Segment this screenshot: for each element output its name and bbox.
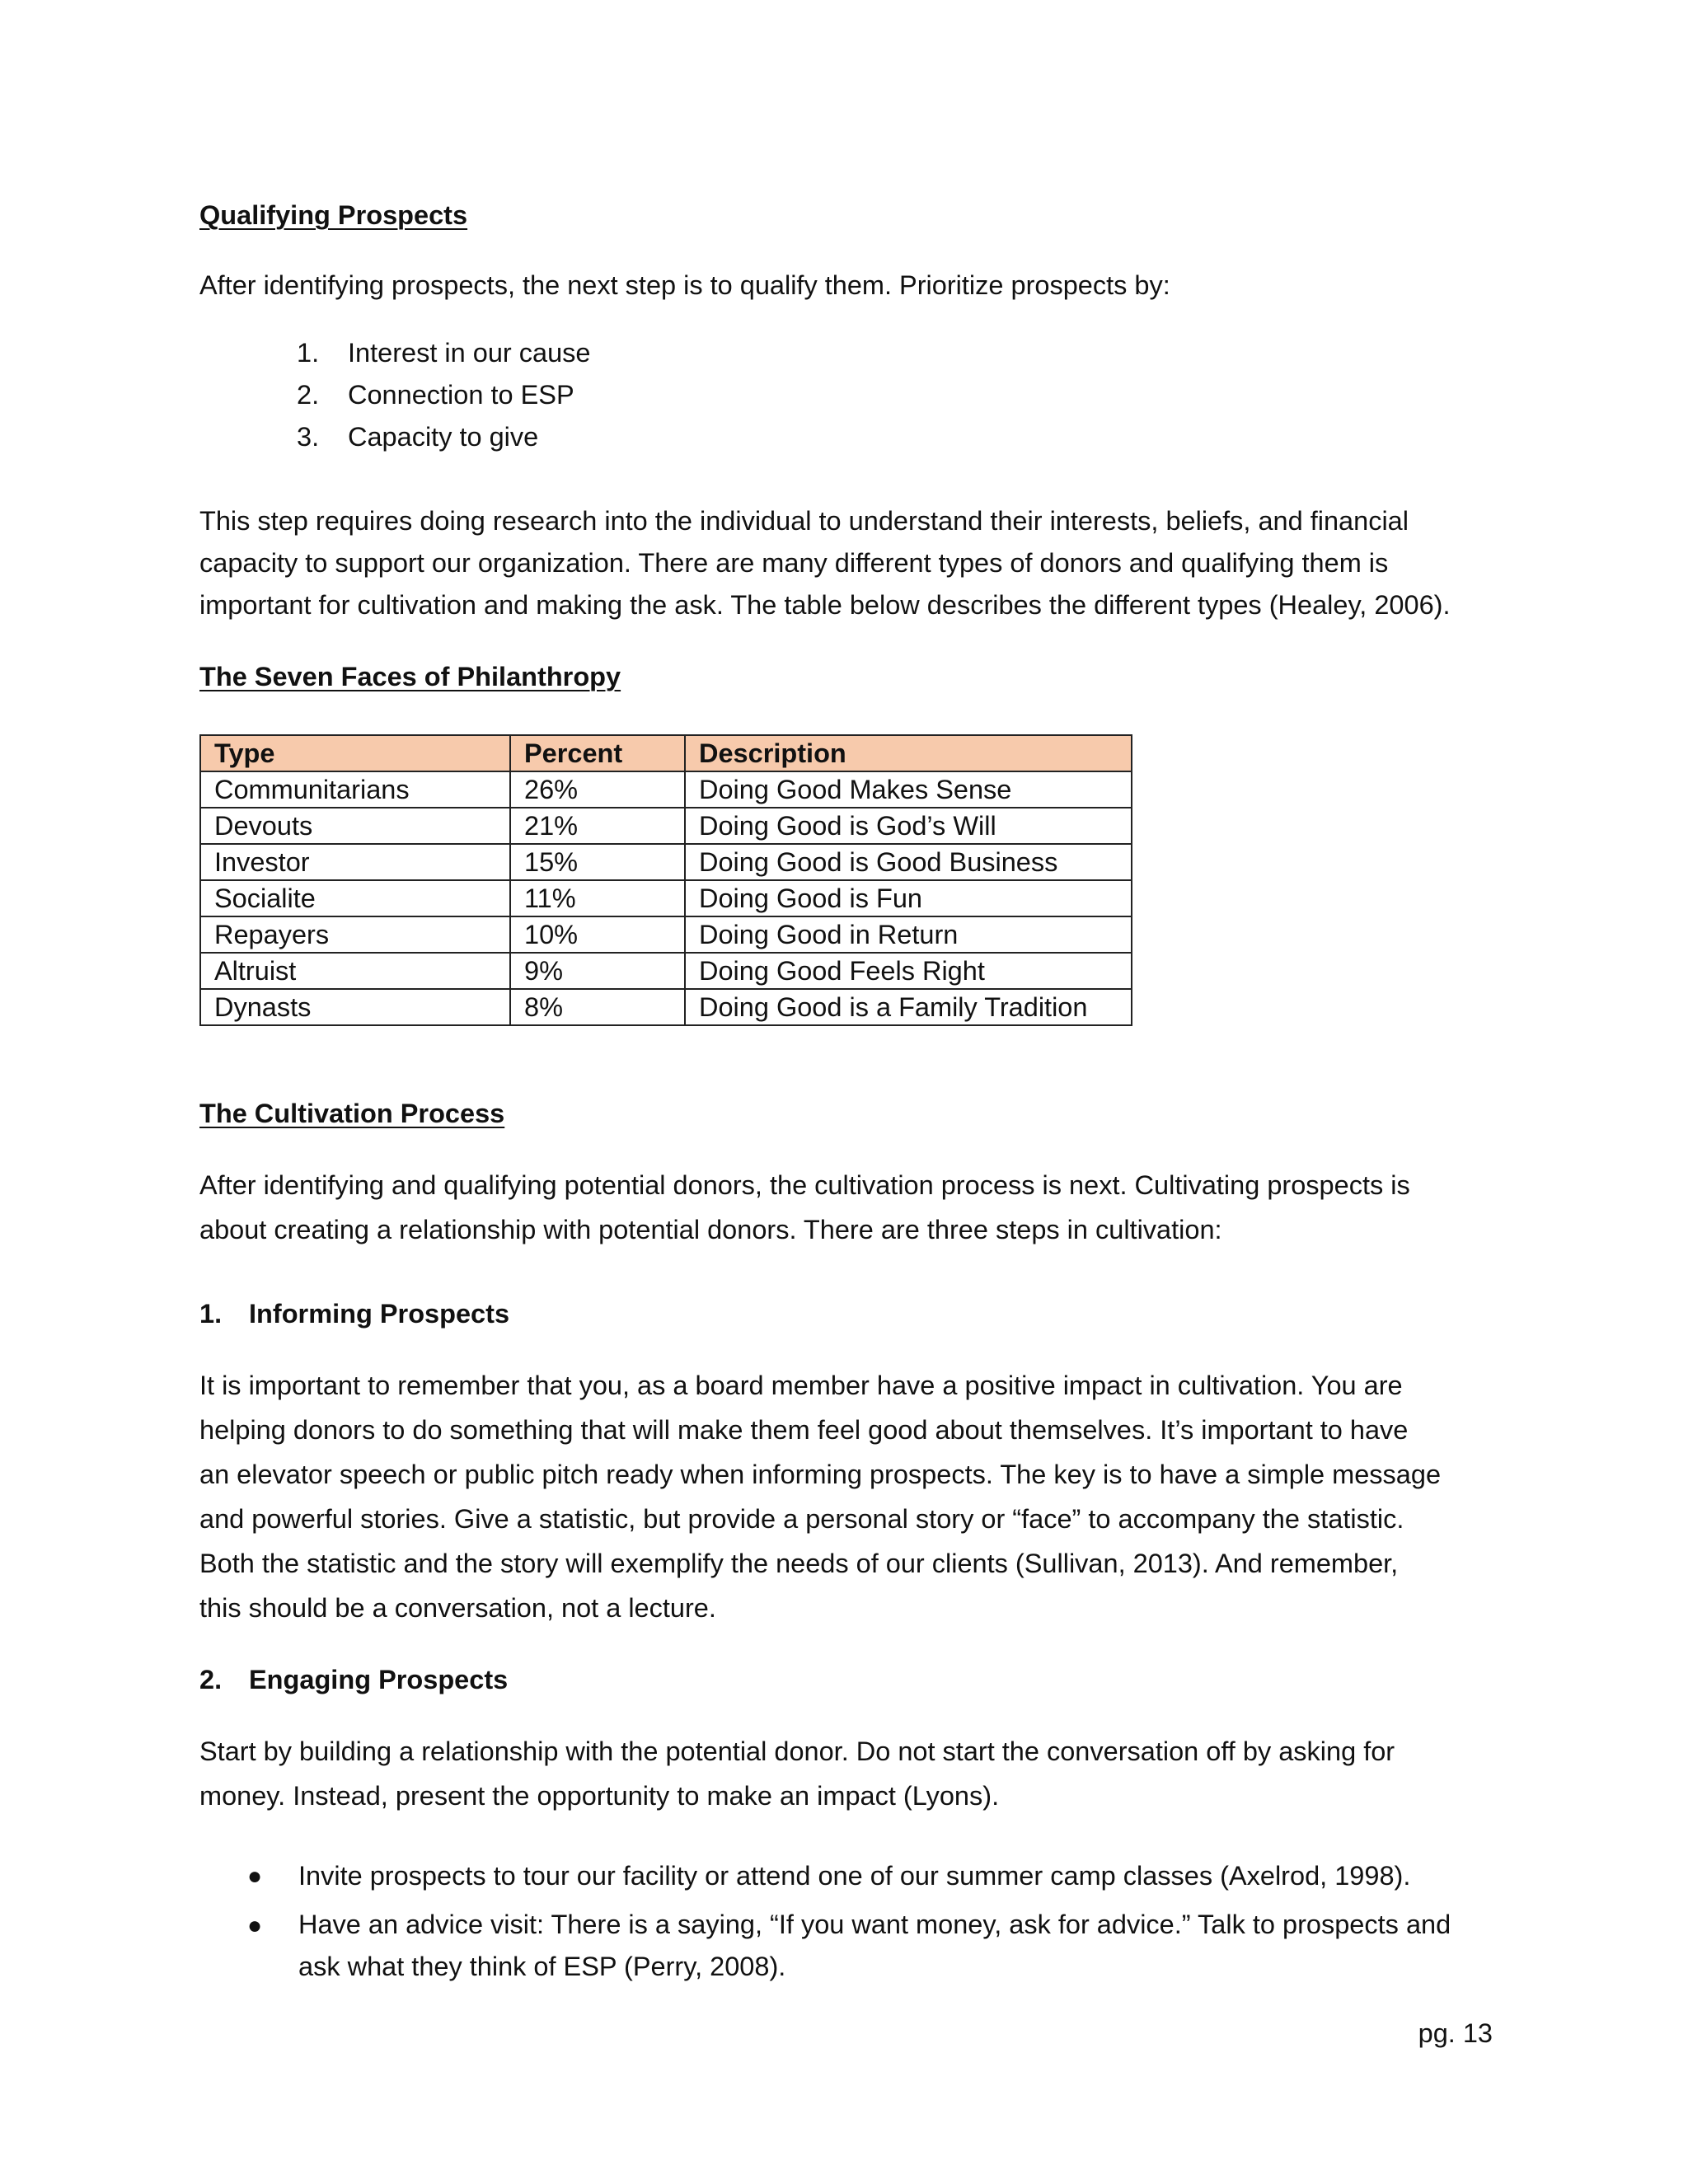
subhead-number: 1. [199, 1299, 223, 1329]
cell-description: Doing Good is Fun [685, 880, 1132, 916]
cultivation-intro-paragraph [199, 1163, 1502, 1252]
column-header-percent: Percent [510, 735, 685, 771]
cell-percent: 21% [510, 808, 685, 844]
table-row [200, 953, 1132, 989]
list-number: 3. [297, 422, 320, 452]
bullet-text [298, 1904, 1451, 1988]
table-header-row [200, 735, 1132, 771]
qualifying-prospects-heading: Qualifying Prospects [199, 200, 468, 230]
list-item [297, 374, 590, 416]
paragraph-line: capacity to support our organization. There are many different types of donors and qualifying them is [199, 548, 1389, 578]
engaging-prospects-heading [199, 1658, 508, 1702]
informing-paragraph [199, 1363, 1502, 1630]
cell-type: Repayers [200, 916, 510, 953]
cell-percent: 15% [510, 844, 685, 880]
list-text: Interest in our cause [348, 338, 591, 368]
research-paragraph [199, 500, 1502, 626]
paragraph-line: After identifying and qualifying potential donors, the cultivation process is next. Cultivating prospects is [199, 1170, 1410, 1200]
cell-percent: 10% [510, 916, 685, 953]
bullet-icon: ● [247, 1912, 263, 1939]
paragraph-line: Start by building a relationship with the potential donor. Do not start the conversation off by asking for [199, 1736, 1395, 1766]
list-number: 1. [297, 338, 320, 368]
column-header-type: Type [200, 735, 510, 771]
bullet-line: ask what they think of ESP (Perry, 2008). [298, 1952, 786, 1981]
table-row [200, 844, 1132, 880]
cell-description: Doing Good Feels Right [685, 953, 1132, 989]
list-item [247, 1854, 1451, 1898]
table-row [200, 808, 1132, 844]
bullet-icon: ● [247, 1863, 263, 1890]
table-row [200, 880, 1132, 916]
list-number: 2. [297, 380, 320, 410]
cell-percent: 11% [510, 880, 685, 916]
list-item [297, 332, 590, 374]
bullet-text [298, 1854, 1410, 1898]
paragraph-line: and powerful stories. Give a statistic, but provide a personal story or “face” to accompany the statistic. [199, 1504, 1404, 1534]
cell-description: Doing Good is a Family Tradition [685, 989, 1132, 1025]
seven-faces-table [199, 734, 1132, 1026]
paragraph-line: helping donors to do something that will make them feel good about themselves. It’s important to have [199, 1415, 1409, 1445]
cultivation-process-heading: The Cultivation Process [199, 1099, 505, 1128]
engaging-paragraph [199, 1729, 1502, 1818]
cell-percent: 26% [510, 771, 685, 808]
table-row [200, 771, 1132, 808]
informing-prospects-heading [199, 1292, 509, 1336]
priority-list [297, 332, 590, 458]
cell-description: Doing Good is God’s Will [685, 808, 1132, 844]
cell-type: Investor [200, 844, 510, 880]
cell-description: Doing Good Makes Sense [685, 771, 1132, 808]
paragraph-line: money. Instead, present the opportunity to make an impact (Lyons). [199, 1781, 1000, 1811]
cell-description: Doing Good in Return [685, 916, 1132, 953]
cell-percent: 8% [510, 989, 685, 1025]
list-item [297, 416, 590, 458]
cell-type: Socialite [200, 880, 510, 916]
subhead-title: Informing Prospects [249, 1299, 510, 1329]
engaging-bullet-list [247, 1854, 1451, 1994]
subhead-title: Engaging Prospects [249, 1665, 509, 1694]
cell-type: Communitarians [200, 771, 510, 808]
paragraph-line: This step requires doing research into the individual to understand their interests, beliefs, and financial [199, 506, 1409, 536]
cell-description: Doing Good is Good Business [685, 844, 1132, 880]
bullet-line: Have an advice visit: There is a saying, “If you want money, ask for advice.” Talk to prospects and [298, 1910, 1451, 1939]
bullet-line: Invite prospects to tour our facility or attend one of our summer camp classes (Axelrod, 1998). [298, 1861, 1411, 1891]
paragraph-line: about creating a relationship with potential donors. There are three steps in cultivation: [199, 1215, 1222, 1244]
paragraph-line: It is important to remember that you, as a board member have a positive impact in cultivation. You are [199, 1371, 1403, 1400]
table-row [200, 989, 1132, 1025]
seven-faces-heading: The Seven Faces of Philanthropy [199, 662, 621, 691]
subhead-number: 2. [199, 1665, 223, 1694]
table-row [200, 916, 1132, 953]
page-number: pg. 13 [1418, 2018, 1493, 2048]
cell-percent: 9% [510, 953, 685, 989]
cell-type: Altruist [200, 953, 510, 989]
list-text: Capacity to give [348, 422, 539, 452]
paragraph-line: important for cultivation and making the ask. The table below describes the different types (Healey, 2006). [199, 590, 1451, 620]
list-text: Connection to ESP [348, 380, 574, 410]
list-item [247, 1904, 1451, 1988]
cell-type: Devouts [200, 808, 510, 844]
cell-type: Dynasts [200, 989, 510, 1025]
qualifying-intro: After identifying prospects, the next step is to qualify them. Prioritize prospects by: [199, 270, 1170, 300]
paragraph-line: this should be a conversation, not a lecture. [199, 1593, 716, 1623]
column-header-description: Description [685, 735, 1132, 771]
paragraph-line: Both the statistic and the story will exemplify the needs of our clients (Sullivan, 2013). And remember, [199, 1549, 1399, 1578]
paragraph-line: an elevator speech or public pitch ready when informing prospects. The key is to have a simple message [199, 1460, 1442, 1489]
